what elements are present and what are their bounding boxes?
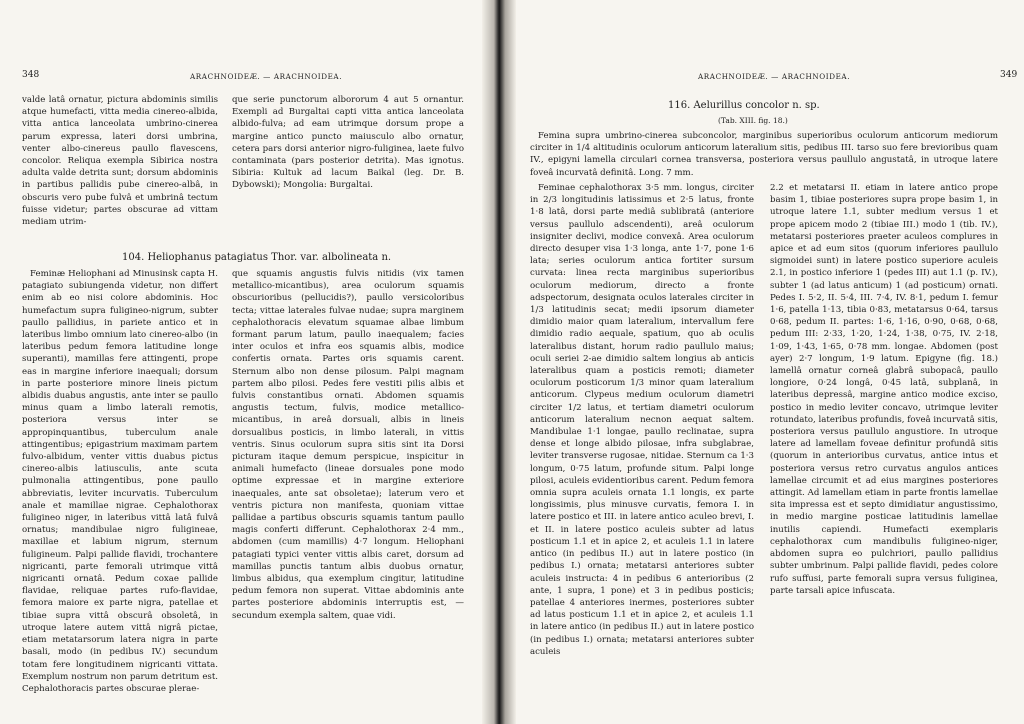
paragraph: Femina supra umbrino-cinerea subconcolor, marginibus superioribus oculorum anticorum mediorum circiter in 1/4 altitudinis oculorum anticorum lateralium sitis, pedibus III. tarso suo fere brevioribus quam IV., epigyni lamella circulari cornea transversa, posteriora versus paullulo angustatâ, in utroque latere foveâ incurvatâ definitâ. Long. 7 mm.: [530, 131, 998, 178]
page-number-right: 349: [1000, 70, 1018, 80]
book-gutter: [482, 0, 516, 724]
species-heading: 116. Aelurillus concolor n. sp.: [668, 100, 820, 111]
page-number-left: 348: [22, 70, 40, 80]
left-column-top: [22, 94, 218, 228]
plate-reference: (Tab. XIII. fig. 18.): [718, 116, 788, 125]
right-column-bottom: [232, 268, 464, 712]
left-page: [0, 0, 500, 724]
right-column-top: [232, 94, 464, 192]
paragraph: que squamis angustis fulvis nitidis (vix tamen metallico-micantibus), area oculorum squamis obscurioribus (pellucidis?), paullo versicoloribus tecta; vittae laterales fulvae nudae; supra marginem cephalothoracis elevatum squamae albae limbum formant parum latum, paullo inaequalem; facies inter oculos et infra eos squamis albis, modice confertis ornata. Partes oris squamis carent. Sternum albo non dense pilosum. Palpi magnam partem albo pilosi. Pedes fere vestiti pilis albis et fulvis constantibus ornati. Abdomen squamis angustis tectum, fulvis, modice metallico-micantibus, in areâ dorsuali, albis in lineis dorsualibus posticis, in limbo laterali, in vittis ventris. Sinus oculorum supra sitis sint ita Dorsi picturam itaque demum perspicue, inspicitur in animali humefacto (lineae dorsuales pone modo optime expressae et in margine exteriore inaequales, ante sat obsoletae); laterum vero et ventris pictura non manifesta, quoniam vittae pallidae a partibus obscuris squamis tantum paullo magis conferti differunt. Cephalothorax 2·4 mm., abdomen (cum mamillis) 4·7 longum. Heliophani patagiati typici venter vittis albis caret, dorsum ad mamillas punctis tantum albis duobus ornatur, limbus albidus, qua exemplum cingitur, latitudine pedum femora non superat. Vittae abdominis ante partes posteriore abdominis interruptis est, — secundum exempla saltem, quae vidi.: [232, 269, 464, 621]
diagnosis: [530, 130, 998, 179]
left-column: [530, 182, 754, 712]
paragraph: Feminæ Heliophani ad Minusinsk capta H. patagiato subiungenda videtur, non differt enim ab eo nisi colore abdominis. Hoc humefactum supra fuligineo-nigrum, subter paullo pallidius, in pariete antico et in lateribus limbo omnium lato cinereo-albo (in lateribus pedum femora latitudine longe superanti), mamillas fere attingenti, prope eas in margine inferiore inaequali; dorsum in parte posteriore minore lineis pictum albidis duabus angustis, ante inter se paullo minus quam a limbo laterali remotis, posteriora versus inter se appropinquantibus, tuberculum anale attingentibus; epigastrium maximam partem fulvo-albidum, venter vittis duabus pictus cinereo-albis latiusculis, ante scuta pulmonalia attingentibus, pone paullo abbreviatis, leviter incurvatis. Tuberculum anale et mamillae nigrae. Cephalothorax fuligineo niger, in lateribus vittâ latâ fulvâ ornatus; mandibulae nigro fuligineae, maxillae et labium nigrum, sternum fuligineum. Palpi pallide flavidi, trochantere nigricanti, parte femorali utrimque vittâ nigricanti ornatâ. Pedum coxae pallide flavidae, reliquae partes rufo-flavidae, femora maiore ex parte nigra, patellae et tibiae supra vittâ obscurâ obsoletâ, in utroque latere autem vittâ nigrâ pictae, etiam metatarsorum latera nigra in parte basali, modo (in pedibus IV.) secundum totam fere longitudinem nigricanti vittata. Exemplum nostrum non parum detritum est. Cephalothoracis partes obscurae plerae-: [22, 269, 218, 694]
right-column: [770, 182, 998, 712]
running-head-right: ARACHNOIDEÆ. — ARACHNOIDEA.: [698, 72, 851, 81]
paragraph: 2.2 et metatarsi II. etiam in latere antico prope basim 1, tibiae posteriores supra prope basim 1, in utroque latere 1.1, subter medium versus 1 et prope apicem modo 2 (tibiae III.) modo 1 (tib. IV.), metatarsi posteriores praeter aculeos complures in apice et ad eum sitos (quorum inferiores paullulo sigmoidei sunt) in latere postico superiore aculeis 2.1, in postico inferiore 1 (pedes III) aut 1.1 (p. IV.), subter 1 (ad latus anticum) 1 (ad posticum) ornati. Pedes I. 5·2, II. 5·4, III. 7·4, IV. 8·1, pedum I. femur 1·6, patella 1·13, tibia 0·83, metatarsus 0·64, tarsus 0·68, pedum II. partes: 1·6, 1·16, 0·90, 0·68, 0·68, pedum III: 2·33, 1·20, 1·24, 1·38, 0·75, IV. 2·18, 1·09, 1·43, 1·65, 0·78 mm. longae. Abdomen (post ayer) 2·7 longum, 1·9 latum. Epigyne (fig. 18.) lamellâ ornatur corneâ glabrâ subopacâ, paullo longiore, 0·24 longâ, 0·45 latâ, subplanâ, in lateribus depressâ, margine antico modice exciso, postico in medio leviter concavo, utrimque leviter rotundato, lateribus profundis, foveâ incurvatâ sitis, posteriora versus paullulo angustiore. In utroque latere ad lamellam foveae definitur profundâ sitis (quorum in anterioribus curvatus, antice intus et posteriora versus retro curvatus angulos antices lamellae circumit et ad eius margines posteriores attingit. Ad lamellam etiam in parte frontis lamellae sita impressa est et septo dimidiatur angustissimo, in medio margine posticae latitudinis lamellae inutilis capiendi. Humefacti exemplaris cephalothorax cum mandibulis fuligineo-niger, abdomen supra eo pulchriori, paullo pallidius subter umbrinum. Palpi pallide flavidi, pedes colore rufo suffusi, parte femorali supra versus fuliginea, parte tarsali apice infuscata.: [770, 183, 998, 596]
right-page: [500, 0, 1024, 724]
paragraph: valde latâ ornatur, pictura abdominis similis atque humefacti, vitta media cinereo-albida, vitta antica lanceolata umbrino-cinerea parum expressa, lateri dorsi umbrina, venter albo-cinereus paullo flavescens, concolor. Reliqua exempla Sibirica nostra adulta valde detrita sunt; dorsum abdominis in partibus pallidis pube cinereo-albâ, in obscuris vero pube fulvâ et umbrinâ tectum fuisse videtur; partes obscurae ad vittam mediam utrim-: [22, 95, 218, 228]
species-heading: 104. Heliophanus patagiatus Thor. var. albolineata n.: [122, 252, 392, 263]
paragraph: Feminae cephalothorax 3·5 mm. longus, circiter in 2/3 longitudinis latissimus et 2·5 latus, fronte 1·8 latâ, dorsi parte mediâ sublibratâ (anteriore versus paullulo adscendenti), areâ oculorum insigniter declivi, modice convexâ. Area oculorum directo desuper visa 1·3 longa, ante 1·7, pone 1·6 lata; series oculorum antica fortiter sursum curvata: linea recta marginibus superioribus oculorum mediorum, directo a fronte adspectorum, designata oculos laterales circiter in 1/3 latitudinis secat; medii ipsorum diameter dimidio maior quam lateralium, intervallum fere dimidio radio aequale, spatium, quo ab oculis lateralibus distant, horum radio paullulo maius; oculi seriei 2-ae dimidio saltem longius ab anticis lateralibus quam a posticis remoti; diameter oculorum posticorum 1/3 minor quam lateralium anticorum. Clypeus medium oculorum diametri circiter 1/2 latus, et tertiam diametri oculorum anticorum lateralium necnon aequat saltem. Mandibulae 1·1 longae, paullo reclinatae, supra dense et longe albido pilosae, infra subglabrae, leviter transverse rugosae, nitidae. Sternum ca 1·3 longum, 0·75 latum, profunde situm. Palpi longe pilosi, aculeis evidentioribus carent. Pedum femora omnia supra aculeis ornata 1.1 longis, ex parte longissimis, plus minusve curvatis, femora I. in latere postico et III. in latere antico aculeo brevi, I. et II. in latere postico aculeis subter ad latus posticum 1.1 et in apice 2, et aculeis 1.1 in latere antico (in pedibus II.) aut in latere postico (in pedibus I.) ornata; metatarsi anteriores subter aculeis instructa: 4 in pedibus 6 anterioribus (2 ante, 1 supra, 1 pone) et 3 in pedibus posticis; patellae 4 anteriores inermes, posteriores subter ad latus posticum 1.1 et in apice 2, et aculeis 1.1 in latere antico (in pedibus II.) aut in latere postico (in pedibus I.) ornata; metatarsi anteriores subter aculeis: [530, 183, 754, 657]
paragraph: que serie punctorum albororum 4 aut 5 ornantur. Exempli ad Burgaltai capti vitta antica lanceolata albido-fulva; ad eam utrimque dorsum prope a margine antico puncto maiusculo albo ornatur, cetera pars dorsi anterior nigro-fuliginea, laete fulvo contaminata (pars posterior detrita). Mas ignotus. Sibiria: Kultuk ad lacum Baikal (leg. Dr. B. Dybowski); Mongolia: Burgaltai.: [232, 95, 464, 191]
running-head-left: ARACHNOIDEÆ. — ARACHNOIDEA.: [190, 72, 343, 81]
left-column-bottom: [22, 268, 218, 712]
